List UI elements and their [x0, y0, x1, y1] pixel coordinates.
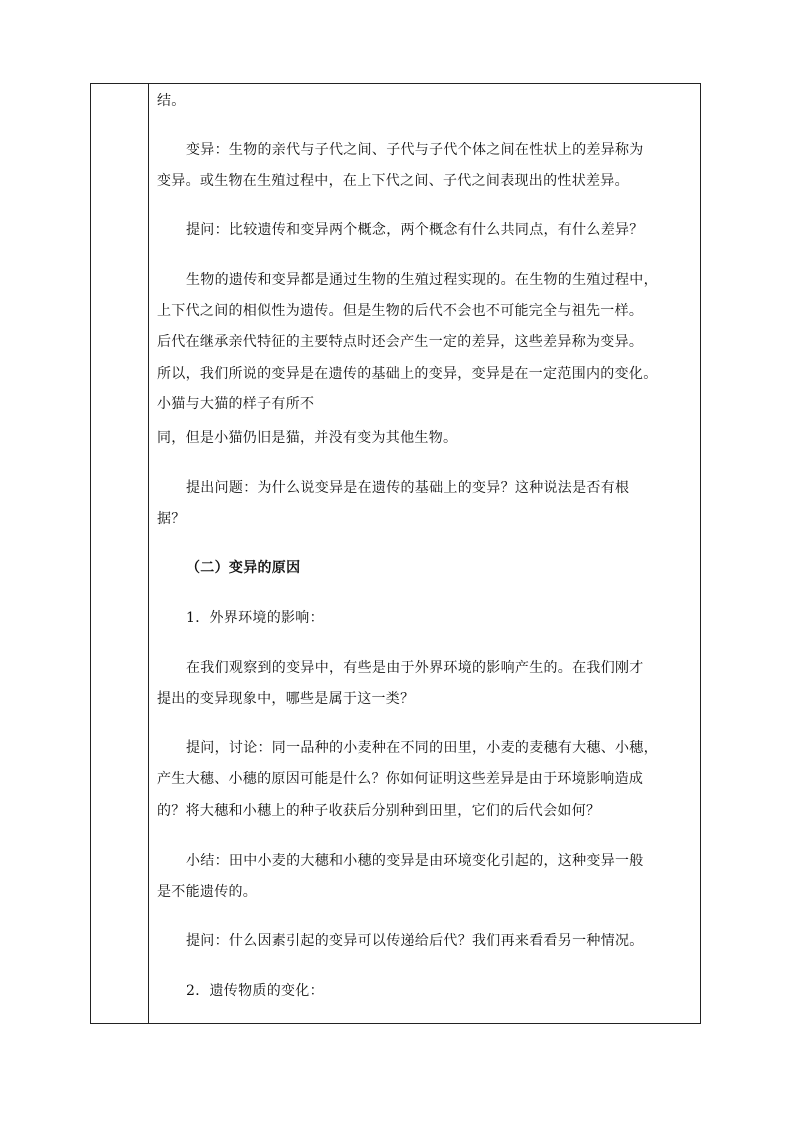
text-line: 2．遗传物质的变化：	[186, 983, 324, 999]
text-line: 上下代之间的相似性为遗传。但是生物的后代不会也不可能完全与祖先一样。	[157, 303, 644, 319]
text-line: 提出问题：为什么说变异是在遗传的基础上的变异？这种说法是否有根	[186, 480, 630, 496]
text-line: 在我们观察到的变异中，有些是由于外界环境的影响产生的。在我们刚才	[186, 660, 644, 676]
text-line: 提出的变异现象中，哪些是属于这一类？	[157, 691, 415, 707]
text-line: 变异：生物的亲代与子代之间、子代与子代个体之间在性状上的差异称为	[186, 142, 644, 158]
text-line: 提问：比较遗传和变异两个概念，两个概念有什么共同点，有什么差异？	[186, 222, 644, 238]
text-line: 提问：什么因素引起的变异可以传递给后代？我们再来看看另一种情况。	[186, 933, 644, 949]
text-line: 小猫与大猫的样子有所不	[157, 396, 315, 412]
text-line: 的？将大穗和小穗上的种子收获后分别种到田里，它们的后代会如何？	[157, 803, 601, 819]
text-line: 后代在继承亲代特征的主要特点时还会产生一定的差异，这些差异称为变异。	[157, 334, 644, 350]
content-table	[90, 83, 701, 1024]
text-line: 同，但是小猫仍旧是猫，并没有变为其他生物。	[157, 430, 458, 446]
text-line: 产生大穗、小穗的原因可能是什么？你如何证明这些差异是由于环境影响造成	[157, 771, 644, 787]
text-line: 所以，我们所说的变异是在遗传的基础上的变异，变异是在一定范围内的变化。	[157, 366, 658, 382]
text-line: 据？	[157, 511, 186, 527]
text-line: 变异。或生物在生殖过程中，在上下代之间、子代之间表现出的性状差异。	[157, 173, 629, 189]
text-line: 是不能遗传的。	[157, 884, 258, 900]
column-divider	[148, 84, 149, 1023]
text-line: 1．外界环境的影响：	[186, 610, 324, 626]
section-heading: （二）变异的原因	[186, 560, 301, 576]
text-line: 结。	[157, 93, 186, 109]
text-line: 小结：田中小麦的大穗和小穗的变异是由环境变化引起的，这种变异一般	[186, 853, 644, 869]
text-line: 生物的遗传和变异都是通过生物的生殖过程实现的。在生物的生殖过程中，	[186, 272, 658, 288]
text-line: 提问，讨论：同一品种的小麦种在不同的田里，小麦的麦穗有大穗、小穗，	[186, 740, 658, 756]
